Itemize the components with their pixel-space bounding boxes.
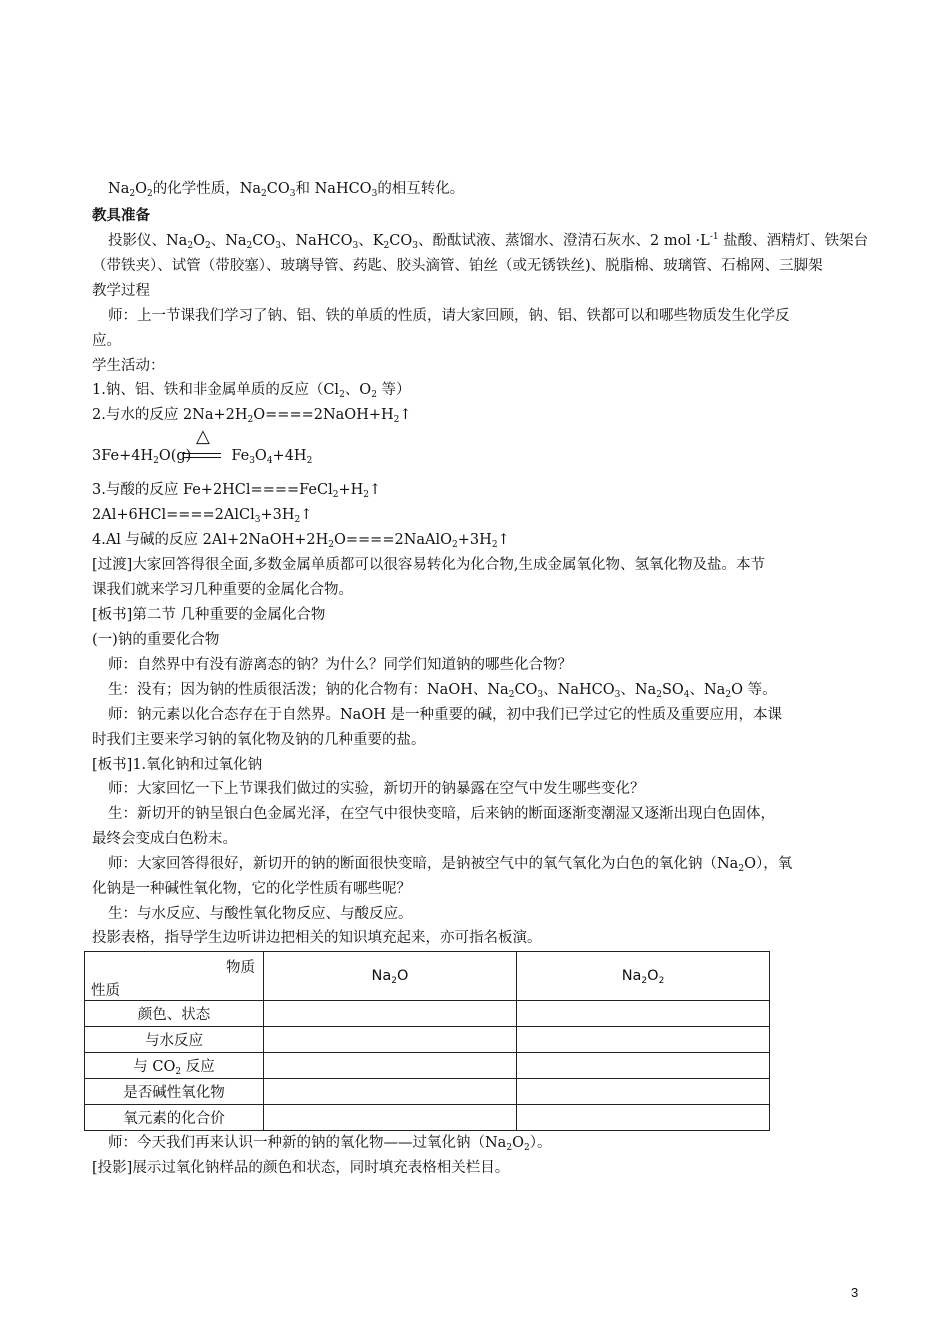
board-2: [板书]1.氧化钠和过氧化钠 [92, 757, 263, 773]
section-1: (一)钠的重要化合物 [92, 632, 220, 648]
row-label: 是否碱性氧化物 [85, 1079, 264, 1105]
teacher-line-1b: 应。 [92, 333, 121, 349]
intro-line: $Na_2O_2$的化学性质，$Na_2CO_3$和 NaHCO$_3$的相互转化。 [108, 181, 465, 199]
projection-note: 投影表格，指导学生边听讲边把相关的知识填充起来，亦可指名板演。 [92, 930, 542, 946]
cell-na2o[interactable] [264, 1027, 517, 1053]
row-label: 氧元素的化合价 [85, 1105, 264, 1131]
row-label: 颜色、状态 [85, 1001, 264, 1027]
tools-line-2: （带铁夹）、试管（带胶塞）、玻璃导管、药匙、胶头滴管、铂丝（或无锈铁丝)、脱脂棉、玻璃管、石棉网、三脚架 [92, 258, 823, 274]
reaction-3: $3Fe+4H_2O(g)$ $Fe_3O_4+4H_2$ [92, 448, 313, 466]
process-heading: 教学过程 [92, 283, 150, 299]
transition-1: [过渡]大家回答得很全面,多数金属单质都可以很容易转化为化合物,生成金属氧化物、氢氧化物及盐。本节 [92, 557, 766, 573]
table-diagonal-header [85, 952, 264, 1001]
cell-na2o[interactable] [264, 1053, 517, 1079]
reaction-5: $2Al+6HCl====2AlCl_3+3H_2↑$ [92, 507, 313, 525]
table-row [85, 1105, 770, 1131]
oxide-comparison-table [84, 951, 770, 1131]
row-label: 与 $CO_2$ 反应 [85, 1053, 264, 1079]
student-line-2: 生：没有；因为钠的性质很活泼；钠的化合物有：NaOH、$Na_2CO_3$、NaHCO$_3$、$Na_2SO_4$、$Na_2O$ 等。 [108, 682, 777, 700]
header-na2o2: $Na_2O_2$ [517, 952, 770, 1001]
cell-na2o[interactable] [264, 1001, 517, 1027]
reaction-6: 4.Al 与碱的反应 $2Al+2NaOH+2H_2O====2NaAlO_2+3H_2↑$ [92, 532, 510, 550]
student-line-4: 生：新切开的钠呈银白色金属光泽，在空气中很快变暗，后来钠的断面逐渐变潮湿又逐渐出现白色固体， [108, 806, 775, 822]
header-na2o: $Na_2O$ [264, 952, 517, 1001]
table-row [85, 1053, 770, 1079]
teacher-line-6: 师：今天我们再来认识一种新的钠的氧化物——过氧化钠$(Na_2O_2)$。 [108, 1135, 552, 1153]
heat-triangle-icon: △ [196, 426, 210, 447]
reaction-1: 1.钠、铝、铁和非金属单质的反应（$Cl_2$、$O_2$ 等） [92, 382, 411, 400]
teacher-line-5: 师：大家回答得很好，新切开的钠的断面很快变暗，是钠被空气中的氧气氧化为白色的氧化钠$(Na_2O)$，氧 [108, 856, 793, 874]
table-row [85, 1079, 770, 1105]
reaction-2: 2.与水的反应 $2Na+2H_2O====2NaOH+H_2↑$ [92, 407, 412, 425]
page-number: 3 [851, 1285, 859, 1300]
projection-last: [投影]展示过氧化钠样品的颜色和状态，同时填充表格相关栏目。 [92, 1160, 510, 1176]
teacher-line-3b: 时我们主要来学习钠的氧化物及钠的几种重要的盐。 [92, 732, 426, 748]
teacher-line-5b: 化钠是一种碱性氧化物，它的化学性质有哪些呢？ [92, 881, 411, 897]
teacher-line-2: 师：自然界中有没有游离态的钠？为什么？同学们知道钠的哪些化合物？ [108, 657, 572, 673]
table-row [85, 1001, 770, 1027]
teacher-line-1: 师：上一节课我们学习了钠、铝、铁的单质的性质，请大家回顾，钠、铝、铁都可以和哪些物质发生化学反 [108, 308, 790, 324]
student-line-5: 生：与水反应、与酸性氧化物反应、与酸反应。 [108, 906, 413, 922]
teacher-line-3: 师：钠元素以化合态存在于自然界。NaOH 是一种重要的碱，初中我们已学过它的性质及重要应用，本课 [108, 707, 782, 723]
student-line-4b: 最终会变成白色粉末。 [92, 831, 237, 847]
tools-line-1: 投影仪、$Na_2O_2$、$Na_2CO_3$、NaHCO$_3$、$K_2CO_3$、酚酞试液、蒸馏水、澄清石灰水、2 mol $\cdot L^{-1}$ 盐酸、酒精灯、铁架台 [108, 232, 869, 251]
reaction-4: 3.与酸的反应 $Fe+2HCl====FeCl_2+H_2↑$ [92, 482, 382, 500]
student-activity: 学生活动： [92, 358, 165, 374]
transition-2: 课我们就来学习几种重要的金属化合物。 [92, 582, 353, 598]
teacher-line-4: 师：大家回忆一下上节课我们做过的实验，新切开的钠暴露在空气中发生哪些变化？ [108, 781, 645, 797]
cell-na2o2[interactable] [517, 1027, 770, 1053]
table-row [85, 1027, 770, 1053]
cell-na2o2[interactable] [517, 1105, 770, 1131]
row-label: 与水反应 [85, 1027, 264, 1053]
cell-na2o2[interactable] [517, 1001, 770, 1027]
header-substance: 物质 [226, 960, 255, 976]
board-1: [板书]第二节 几种重要的金属化合物 [92, 607, 326, 623]
heading-tools: 教具准备 [92, 207, 150, 224]
cell-na2o[interactable] [264, 1105, 517, 1131]
cell-na2o2[interactable] [517, 1053, 770, 1079]
cell-na2o2[interactable] [517, 1079, 770, 1105]
header-property: 性质 [91, 983, 120, 999]
cell-na2o[interactable] [264, 1079, 517, 1105]
